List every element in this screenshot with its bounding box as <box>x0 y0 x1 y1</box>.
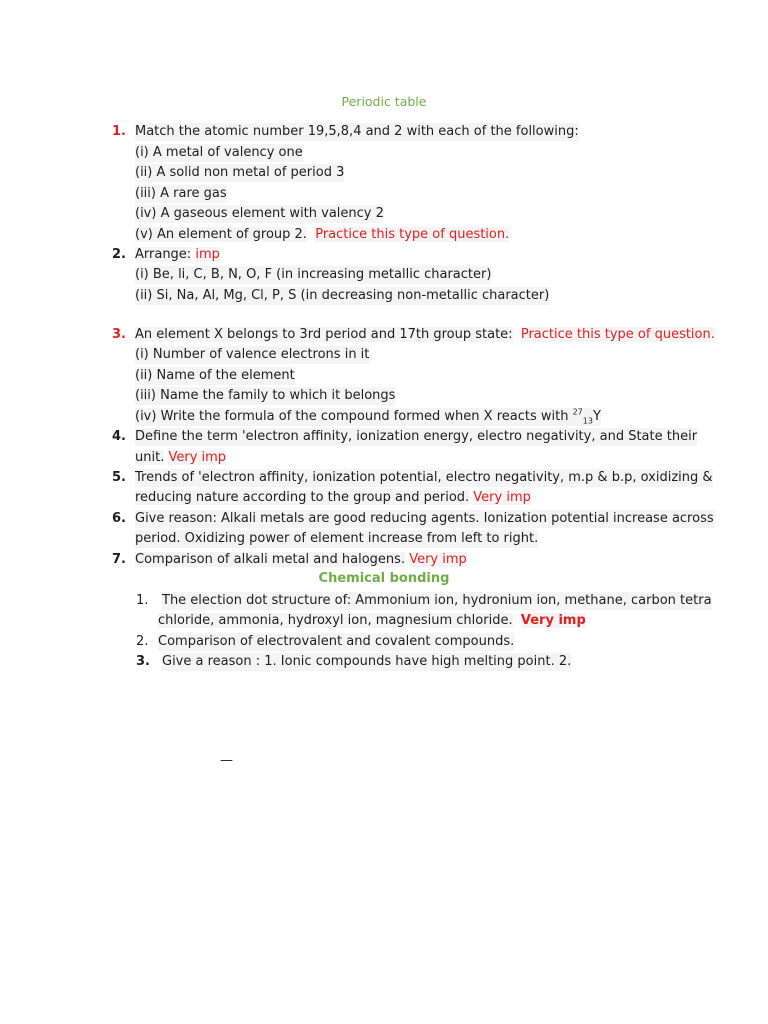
question-4-line-2-row <box>135 449 226 467</box>
question-number-3: 3. <box>112 327 126 342</box>
very-imp-tag-bonding-1: Very imp <box>520 613 586 628</box>
question-3-item-1: (i) Number of valence electrons in it <box>135 347 370 362</box>
question-3-item-3: (iii) Name the family to which it belongs <box>135 388 396 403</box>
question-2-row <box>135 246 220 264</box>
mass-number: 27 <box>572 407 583 417</box>
question-2-item-1: (i) Be, li, C, B, N, O, F (in increasing metallic character) <box>135 267 492 282</box>
bonding-number-3: 3. <box>136 654 150 669</box>
question-number-4: 4. <box>112 429 126 444</box>
atomic-number: 13 <box>582 416 593 426</box>
imp-tag: imp <box>195 247 220 262</box>
bonding-1-line-2: chloride, ammonia, hydroxyl ion, magnesium chloride. <box>158 613 513 628</box>
bonding-number-1: 1. <box>136 593 149 608</box>
question-3-item-4-text: (iv) Write the formula of the compound formed when X reacts with <box>135 409 569 424</box>
question-6-line-2: period. Oxidizing power of element increase from left to right. <box>135 531 539 546</box>
bonding-1-line-1: The election dot structure of: Ammonium ion, hydronium ion, methane, carbon tetra <box>162 593 712 608</box>
question-6-line-1: Give reason: Alkali metals are good reducing agents. Ionization potential increase across <box>135 511 714 526</box>
practice-note-3: Practice this type of question. <box>520 327 715 342</box>
question-number-7: 7. <box>112 552 126 567</box>
question-2-text: Arrange: <box>135 247 192 262</box>
question-1-item-5-row <box>135 226 509 244</box>
question-3-row <box>135 326 715 344</box>
question-1-item-3: (iii) A rare gas <box>135 186 227 201</box>
question-5-line-2-row <box>135 489 531 507</box>
practice-note-1: Practice this type of question. <box>315 227 510 242</box>
bonding-3-text: Give a reason : 1. Ionic compounds have high melting point. 2. <box>162 654 572 669</box>
element-symbol: Y <box>592 409 601 424</box>
question-1-item-5: (v) An element of group 2. <box>135 227 307 242</box>
question-1-item-1: (i) A metal of valency one <box>135 145 303 160</box>
question-1-item-2: (ii) A solid non metal of period 3 <box>135 165 345 180</box>
very-imp-tag-5: Very imp <box>473 490 531 505</box>
question-7-row <box>135 551 467 569</box>
question-4-line-1: Define the term 'electron affinity, ionization energy, electro negativity, and State their <box>135 429 698 444</box>
very-imp-tag-7: Very imp <box>409 552 467 567</box>
section-title-chemical-bonding: Chemical bonding <box>318 571 450 586</box>
bonding-2-text: Comparison of electrovalent and covalent compounds. <box>158 634 515 649</box>
question-number-6: 6. <box>112 511 126 526</box>
question-1-text: Match the atomic number 19,5,8,4 and 2 with each of the following: <box>135 124 579 139</box>
footer-dash: — <box>220 753 233 768</box>
question-5-line-1: Trends of 'electron affinity, ionization potential, electro negativity, m.p & b.p, oxidizing & <box>135 470 713 485</box>
bonding-1-line-2-row <box>158 612 586 630</box>
bonding-number-2: 2. <box>136 634 149 649</box>
very-imp-tag-4: Very imp <box>168 450 227 465</box>
question-number-2: 2. <box>112 247 126 262</box>
question-3-item-2: (ii) Name of the element <box>135 368 295 383</box>
question-number-1: 1. <box>112 124 126 139</box>
question-number-5: 5. <box>112 470 126 485</box>
question-2-item-2: (ii) Si, Na, Al, Mg, Cl, P, S (in decreasing non-metallic character) <box>135 288 550 303</box>
question-3-text: An element X belongs to 3rd period and 17th group state: <box>135 327 513 342</box>
question-4-line-2: unit. <box>135 450 165 465</box>
question-7-text: Comparison of alkali metal and halogens. <box>135 552 406 567</box>
question-3-item-4 <box>135 408 601 426</box>
question-5-line-2: reducing nature according to the group and period. <box>135 490 470 505</box>
question-1-item-4: (iv) A gaseous element with valency 2 <box>135 206 384 221</box>
page-title: Periodic table <box>341 94 427 109</box>
